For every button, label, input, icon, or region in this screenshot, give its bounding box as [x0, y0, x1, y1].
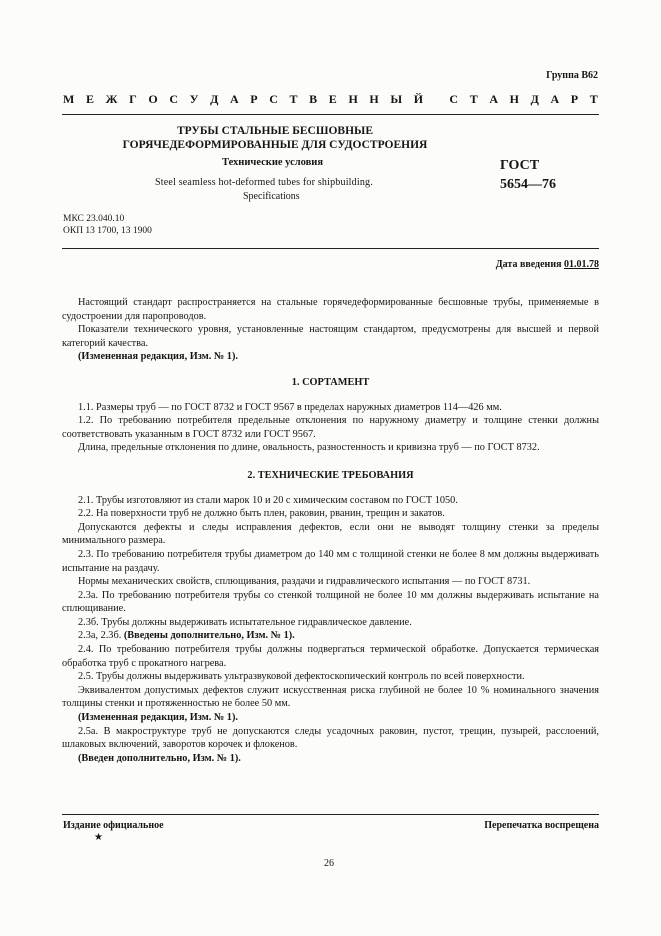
header-letter: Т — [289, 92, 298, 106]
header-letter: Н — [509, 92, 519, 106]
header-letter: Е — [328, 92, 337, 106]
amendment-note: (Введен дополнительно, Изм. № 1). — [78, 752, 241, 764]
section-paragraph: Эквивалентом допустимых дефектов служит искусственная риска глубиной не более 10 % номинального значения толщины стенки и протяженностью не более 50 мм. — [62, 684, 599, 710]
header-letter: А — [489, 92, 498, 106]
section-paragraph: 2.1. Трубы изготовляют из стали марок 10 и 20 с химическим составом по ГОСТ 1050. — [78, 494, 458, 506]
group-code: Группа В62 — [546, 70, 598, 81]
intro-paragraph: Показатели технического уровня, установленные настоящим стандартом, предусмотрены для высшей и первой категорий качества. — [62, 324, 599, 349]
introduction-date — [496, 259, 599, 270]
header-letter: Н — [369, 92, 379, 106]
section-paragraph: 2.2. На поверхности труб не должно быть плен, раковин, рванин, трещин и закатов. — [78, 508, 445, 520]
footer-rule — [62, 814, 599, 815]
header-letter: А — [550, 92, 560, 106]
section-paragraph: 1.2. По требованию потребителя предельные отклонения по наружному диаметру и толщине стенки должны соответствовать указанным в ГОСТ 8732 или ГОСТ 9567. — [62, 415, 599, 440]
introduction-date-label: Дата введения — [495, 259, 562, 270]
section-paragraph: 2.3. По требованию потребителя трубы диаметром до 140 мм с толщиной стенки не более 8 мм должны выдерживать испытание на раздачу. — [62, 548, 599, 574]
amendment-note: (Измененная редакция, Изм. № 1). — [78, 712, 238, 724]
header-letter: А — [229, 92, 239, 106]
header-letter: С — [169, 92, 178, 106]
header-letter: Н — [348, 92, 358, 106]
gost-label: ГОСТ — [500, 158, 540, 173]
reprint-prohibited-label: Перепечатка воспрещена — [484, 820, 599, 831]
mks-code: МКС 23.040.10 — [63, 214, 125, 224]
english-title-line-1: Steel seamless hot-deformed tubes for shipbuilding. — [155, 177, 373, 188]
doc-subtitle: Технические условия — [222, 157, 324, 168]
header-letter: В — [309, 92, 318, 106]
codes-rule — [62, 248, 599, 249]
document-body — [62, 296, 599, 765]
header-letter: Д — [530, 92, 539, 106]
section-2-heading: 2. ТЕХНИЧЕСКИЕ ТРЕБОВАНИЯ — [247, 469, 414, 481]
title-line-1: ТРУБЫ СТАЛЬНЫЕ БЕСШОВНЫЕ — [176, 125, 373, 137]
header-letter: С — [269, 92, 278, 106]
section-paragraph: Допускаются дефекты и следы исправления дефектов, если они не выводят толщину стенки за пределы минимального размера. — [62, 521, 599, 547]
header-letter: Й — [413, 92, 424, 106]
section-paragraph: 2.5. Трубы должны выдерживать ультразвуковой дефектоскопический контроль по всей поверхности. — [78, 671, 525, 683]
introduction-date-value: 01.01.78 — [564, 259, 599, 270]
header-letter: У — [189, 92, 199, 106]
header-letter: Т — [469, 92, 478, 106]
amendment-note: (Измененная редакция, Изм. № 1). — [78, 351, 238, 363]
gost-number: 5654—76 — [500, 177, 556, 192]
header-letter: Р — [250, 92, 258, 106]
header-letter: Е — [85, 92, 94, 106]
letter-gap — [435, 92, 438, 107]
header-letter: О — [148, 92, 158, 106]
amendment-note-prefix: 2.3а, 2.3б. — [78, 630, 122, 642]
doc-title — [110, 124, 440, 152]
amendment-note: (Введены дополнительно, Изм. № 1). — [123, 630, 295, 642]
section-paragraph: 2.3б. Трубы должны выдерживать испытательное гидравлическое давление. — [78, 616, 412, 628]
section-1-heading: 1. СОРТАМЕНТ — [291, 376, 370, 388]
header-letter: Т — [589, 92, 598, 106]
section-paragraph: 2.5а. В макроструктуре труб не допускаются следы усадочных раковин, пустот, трещин, пузырей, расслоений, шлаковых включений, заворотов корочек и флокенов. — [62, 725, 599, 751]
header-letter: Г — [129, 92, 137, 106]
gost-designation — [500, 156, 556, 194]
section-paragraph: 1.1. Размеры труб — по ГОСТ 8732 и ГОСТ 9567 в пределах наружных диаметров 114—426 мм. — [78, 401, 502, 413]
section-paragraph: 2.3а. По требованию потребителя трубы со стенкой толщиной не более 10 мм должны выдерживать испытание на сплющивание. — [62, 589, 599, 615]
header-rule — [62, 114, 599, 115]
star-mark: ★ — [94, 832, 103, 843]
header-letter: С — [449, 92, 459, 106]
section-paragraph: 2.4. По требованию потребителя трубы должны подвергаться термической обработке. Допускается термическая обработка труб с прокатного нагрева. — [62, 644, 599, 669]
header-letter: М — [63, 92, 75, 106]
intro-paragraph: Настоящий стандарт распространяется на стальные горячедеформированные бесшовные трубы, применяемые в судостроении для паропроводов. — [62, 297, 599, 322]
section-paragraph: Нормы механических свойств, сплющивания, раздачи и гидравлического испытания — по ГОСТ 8731. — [78, 576, 531, 588]
section-paragraph: Длина, предельные отклонения по длине, овальность, разностенность и кривизна труб — по ГОСТ 8732. — [78, 442, 540, 454]
standard-type-line — [63, 92, 598, 107]
header-letter: Д — [210, 92, 219, 106]
header-letter: Ж — [105, 92, 118, 106]
okp-code: ОКП 13 1700, 13 1900 — [63, 226, 152, 236]
title-line-2: ГОРЯЧЕДЕФОРМИРОВАННЫЕ ДЛЯ СУДОСТРОЕНИЯ — [122, 139, 428, 151]
page-number: 26 — [324, 858, 334, 869]
header-letter: Р — [570, 92, 579, 106]
english-title-line-2: Specifications — [243, 191, 300, 202]
amendment-note-line — [62, 629, 599, 643]
header-letter: Ы — [390, 92, 403, 106]
official-edition-label: Издание официальное — [63, 820, 164, 831]
